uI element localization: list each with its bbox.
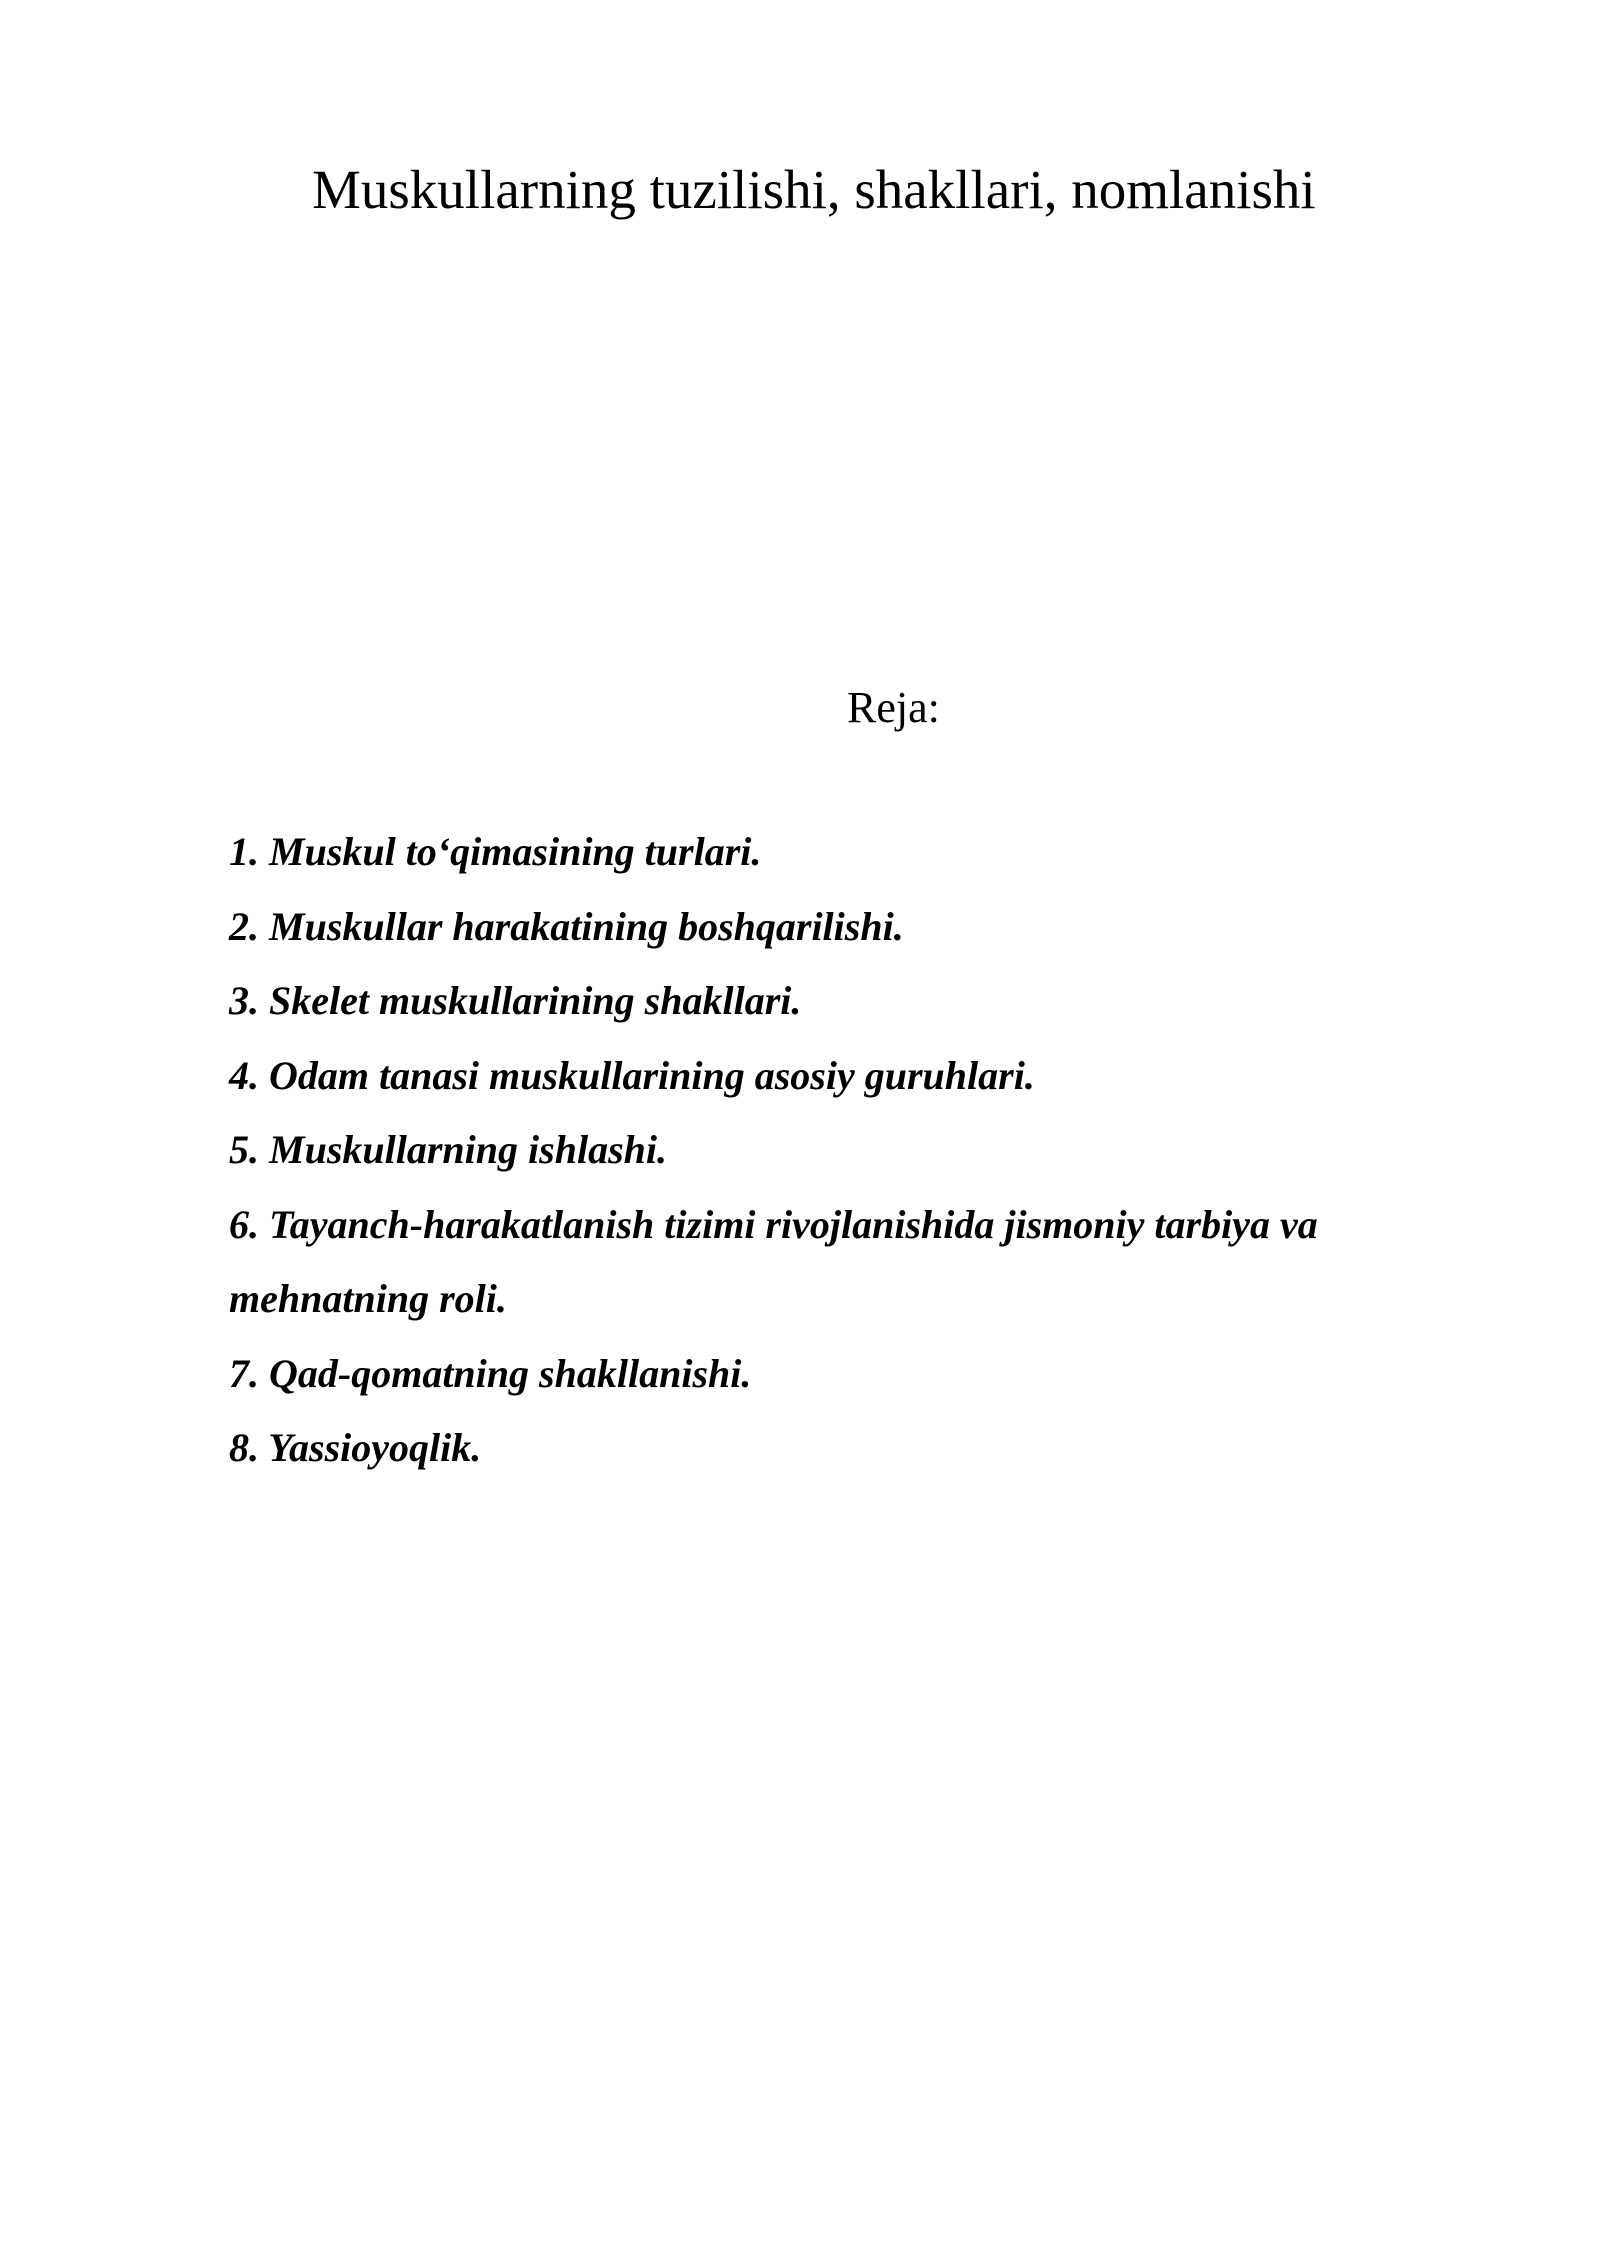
plan-item: 7. Qad-qomatning shakllanishi. xyxy=(229,1350,752,1396)
plan-item: 6. Tayanch-harakatlanish tizimi rivojlanishida jismoniy tarbiya va mehnatning roli. xyxy=(229,1201,1318,1321)
plan-item: 3. Skelet muskullarining shakllari. xyxy=(229,978,802,1023)
plan-heading: Reja: xyxy=(847,683,940,732)
plan-item: 1. Muskul to‘qimasining turlari. xyxy=(229,829,762,874)
plan-item: 5. Muskullarning ishlashi. xyxy=(229,1127,667,1172)
plan-item: 2. Muskullar harakatining boshqarilishi. xyxy=(229,903,904,949)
plan-list xyxy=(229,815,1459,1486)
plan-item: 4. Odam tanasi muskullarining asosiy guruhlari. xyxy=(229,1052,1035,1098)
plan-item: 8. Yassioyoqlik. xyxy=(229,1425,482,1470)
document-title: Muskullarning tuzilishi, shakllari, nomlanishi xyxy=(312,159,1316,220)
